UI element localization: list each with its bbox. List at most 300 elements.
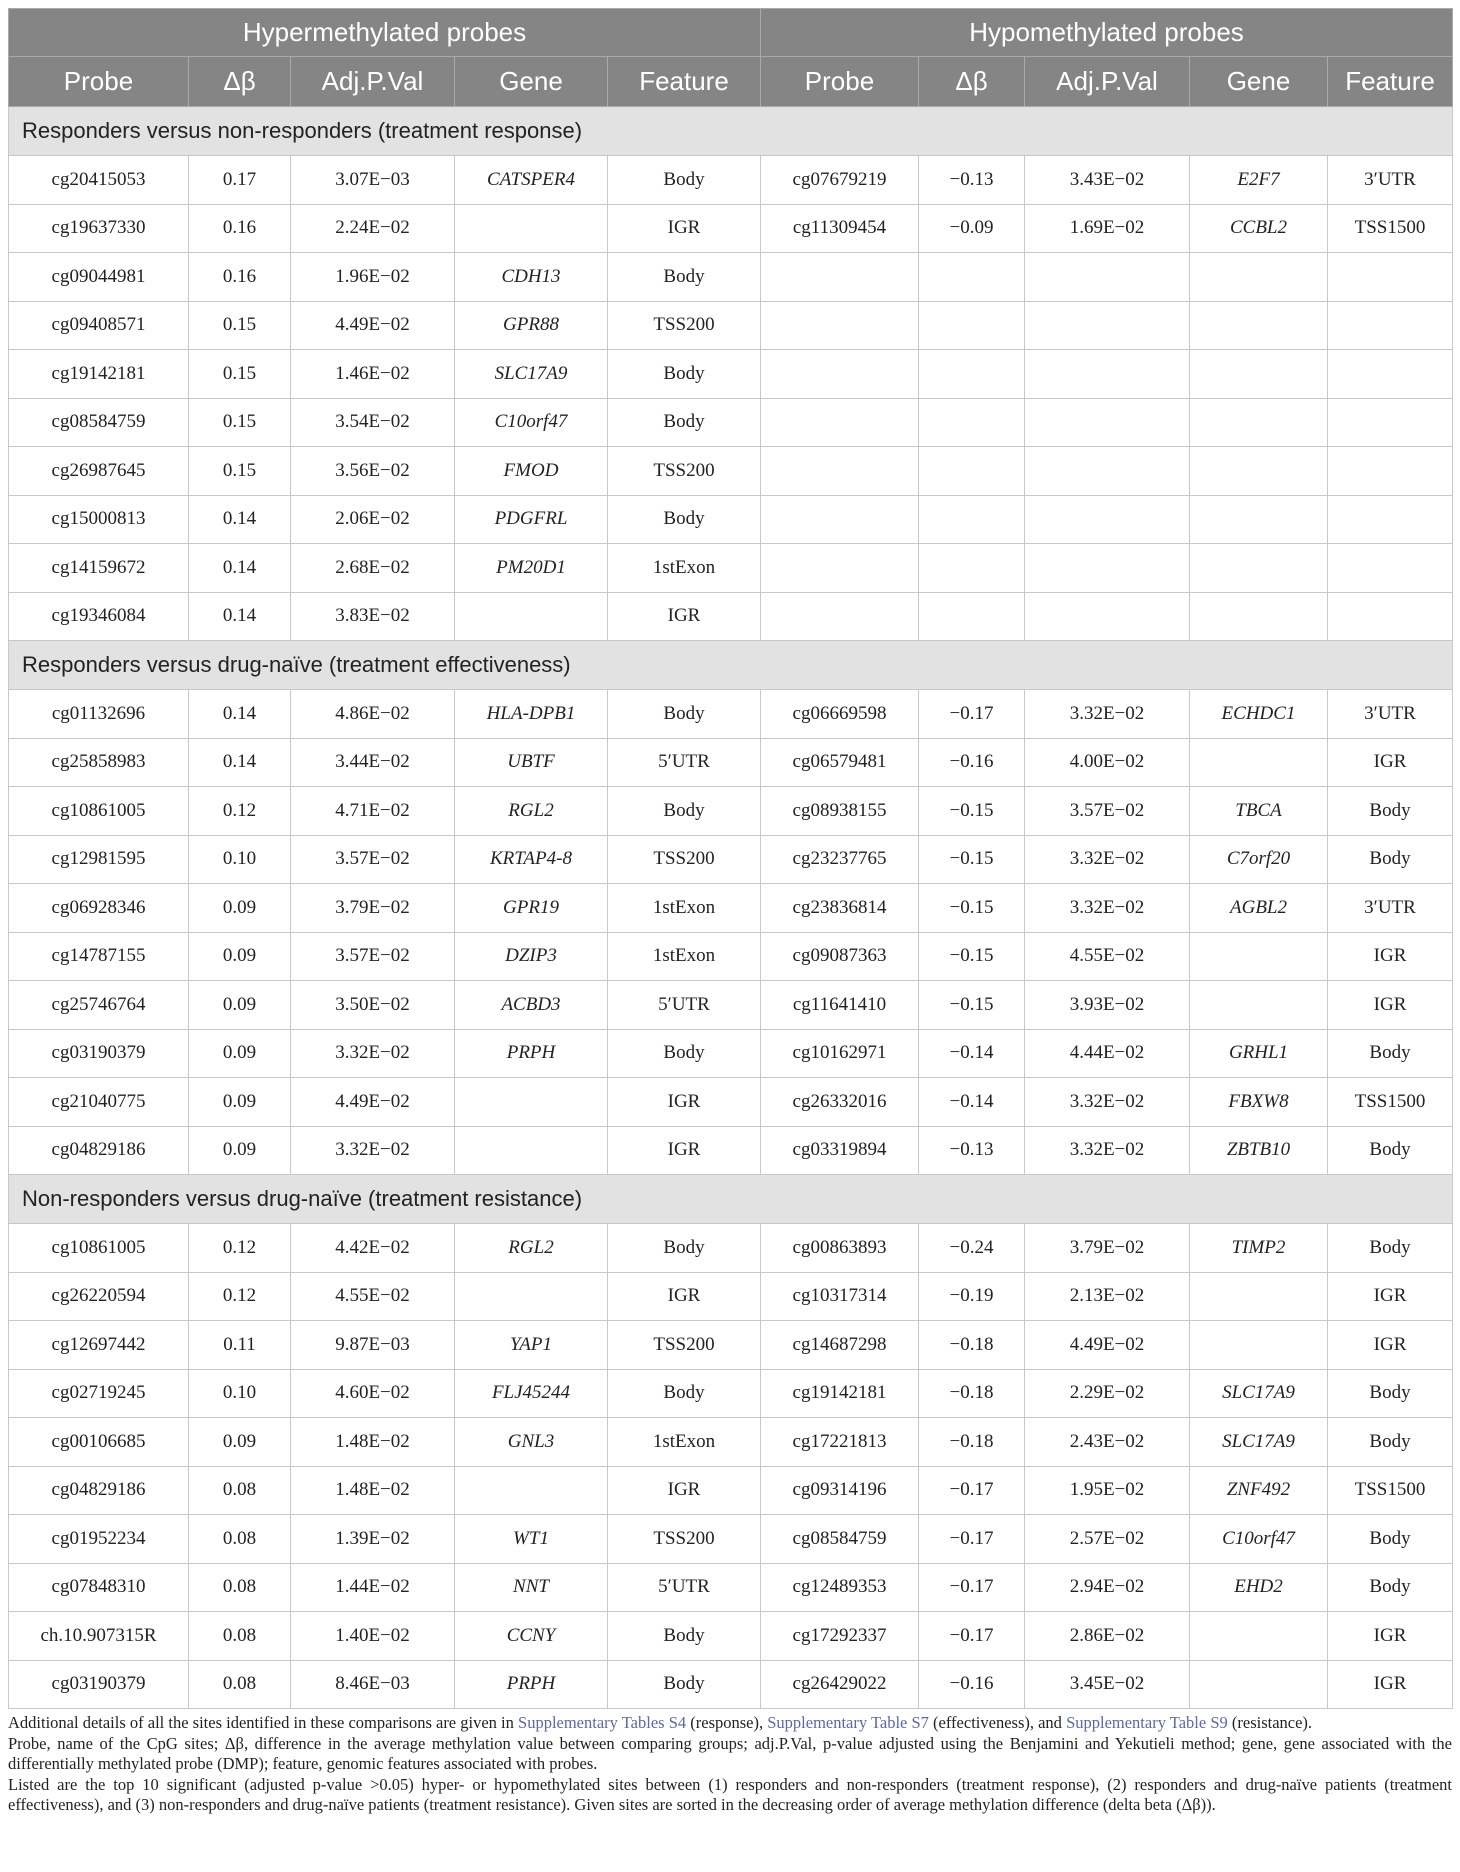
hyper-delta-beta-cell: 0.09 [189,1078,291,1127]
col-header-adj-p-val: Adj.P.Val [291,57,455,107]
col-header-feature: Feature [1328,57,1453,107]
footnote-text: (effectiveness), and [928,1713,1067,1732]
hyper-adj-p-val-cell: 2.68E−02 [291,544,455,593]
hypo-delta-beta-cell [919,592,1025,641]
hypo-delta-beta-cell: −0.18 [919,1418,1025,1467]
hyper-gene-cell: WT1 [455,1515,608,1564]
hypo-probe-cell: cg07679219 [761,156,919,205]
hyper-gene-cell: UBTF [455,738,608,787]
hyper-probe-cell: cg01952234 [9,1515,189,1564]
footnote-additional [8,1713,1452,1734]
hyper-delta-beta-cell: 0.16 [189,204,291,253]
hyper-probe-cell: cg19142181 [9,350,189,399]
hyper-gene-cell [455,1126,608,1175]
hyper-gene-cell: NNT [455,1563,608,1612]
hypo-adj-p-val-cell: 3.45E−02 [1025,1660,1190,1709]
hyper-probe-cell: cg00106685 [9,1418,189,1467]
hyper-feature-cell: IGR [608,592,761,641]
hypo-feature-cell: TSS1500 [1328,1078,1453,1127]
hypo-probe-cell: cg17221813 [761,1418,919,1467]
hyper-adj-p-val-cell: 3.44E−02 [291,738,455,787]
hyper-adj-p-val-cell: 4.86E−02 [291,690,455,739]
hyper-delta-beta-cell: 0.09 [189,884,291,933]
hyper-delta-beta-cell: 0.09 [189,1418,291,1467]
hypo-gene-cell: EHD2 [1190,1563,1328,1612]
hyper-feature-cell: 1stExon [608,884,761,933]
hypo-gene-cell [1190,932,1328,981]
hypo-delta-beta-cell [919,253,1025,302]
table-row [9,787,1453,836]
hyper-gene-cell: RGL2 [455,1224,608,1273]
table-row [9,1272,1453,1321]
supplementary-table-s4-link[interactable]: Supplementary Tables S4 [518,1713,687,1732]
hypo-feature-cell: IGR [1328,738,1453,787]
hyper-delta-beta-cell: 0.11 [189,1321,291,1370]
hypo-gene-cell [1190,398,1328,447]
footnote-text: (resistance). [1227,1713,1313,1732]
table-row [9,1126,1453,1175]
hypo-probe-cell [761,447,919,496]
hyper-gene-cell: PRPH [455,1029,608,1078]
hypo-feature-cell: Body [1328,1224,1453,1273]
hypo-probe-cell: cg17292337 [761,1612,919,1661]
hypo-feature-cell: Body [1328,787,1453,836]
hypo-gene-cell [1190,1321,1328,1370]
hypo-delta-beta-cell [919,398,1025,447]
hyper-feature-cell: TSS200 [608,1515,761,1564]
hypo-feature-cell [1328,544,1453,593]
hypo-feature-cell [1328,301,1453,350]
hypo-delta-beta-cell: −0.15 [919,884,1025,933]
hypo-probe-cell [761,592,919,641]
hypo-delta-beta-cell: −0.14 [919,1078,1025,1127]
hyper-adj-p-val-cell: 8.46E−03 [291,1660,455,1709]
hypo-feature-cell: 3′UTR [1328,156,1453,205]
column-header-row [9,57,1453,107]
hypo-probe-cell: cg09314196 [761,1466,919,1515]
hypo-adj-p-val-cell: 2.43E−02 [1025,1418,1190,1467]
hyper-probe-cell: cg12981595 [9,835,189,884]
hypo-adj-p-val-cell [1025,253,1190,302]
hypo-feature-cell: 3′UTR [1328,690,1453,739]
hyper-adj-p-val-cell: 4.49E−02 [291,1078,455,1127]
hyper-probe-cell: cg09044981 [9,253,189,302]
hypo-feature-cell: Body [1328,1418,1453,1467]
hyper-feature-cell: Body [608,156,761,205]
hyper-probe-cell: cg10861005 [9,1224,189,1273]
footnote-listed: Listed are the top 10 significant (adjusted p-value >0.05) hyper- or hypomethylated sites between (1) responders and non-responders (treatment response), (2) responders and drug-naïve patients (treatment effectiveness), and (3) non-responders and drug-naïve patients (treatment resistance). Given sites are sorted in the decreasing order of average methylation difference (delta beta (Δβ)). [8,1774,1452,1814]
supplementary-table-s7-link[interactable]: Supplementary Table S7 [767,1713,929,1732]
hyper-feature-cell: 1stExon [608,544,761,593]
hyper-feature-cell: 5′UTR [608,738,761,787]
hyper-gene-cell: HLA-DPB1 [455,690,608,739]
hyper-adj-p-val-cell: 3.79E−02 [291,884,455,933]
hypo-delta-beta-cell: −0.18 [919,1321,1025,1370]
hypo-gene-cell: TIMP2 [1190,1224,1328,1273]
hyper-probe-cell: cg01132696 [9,690,189,739]
table-row [9,1029,1453,1078]
col-header-gene: Gene [455,57,608,107]
hyper-feature-cell: 1stExon [608,932,761,981]
hypo-delta-beta-cell: −0.18 [919,1369,1025,1418]
hyper-adj-p-val-cell: 1.48E−02 [291,1418,455,1467]
hyper-adj-p-val-cell: 3.56E−02 [291,447,455,496]
hyper-adj-p-val-cell: 2.24E−02 [291,204,455,253]
hypo-gene-cell [1190,253,1328,302]
hyper-adj-p-val-cell: 1.96E−02 [291,253,455,302]
hyper-delta-beta-cell: 0.15 [189,398,291,447]
hypo-gene-cell: C7orf20 [1190,835,1328,884]
hypo-adj-p-val-cell: 1.69E−02 [1025,204,1190,253]
hyper-feature-cell: 5′UTR [608,1563,761,1612]
hypo-delta-beta-cell [919,350,1025,399]
hypo-feature-cell: IGR [1328,1660,1453,1709]
table-row [9,738,1453,787]
hypo-feature-cell [1328,253,1453,302]
hyper-probe-cell: cg19637330 [9,204,189,253]
col-header-delta-beta: Δβ [919,57,1025,107]
table-row [9,350,1453,399]
hypo-gene-cell [1190,1272,1328,1321]
hypo-probe-cell: cg06579481 [761,738,919,787]
hypo-probe-cell: cg08584759 [761,1515,919,1564]
col-header-adj-p-val: Adj.P.Val [1025,57,1190,107]
hypo-adj-p-val-cell: 3.32E−02 [1025,835,1190,884]
hyper-probe-cell: ch.10.907315R [9,1612,189,1661]
hyper-probe-cell: cg15000813 [9,495,189,544]
hyper-gene-cell: C10orf47 [455,398,608,447]
hypo-adj-p-val-cell [1025,398,1190,447]
hyper-gene-cell [455,1078,608,1127]
hyper-delta-beta-cell: 0.14 [189,495,291,544]
hypo-probe-cell: cg06669598 [761,690,919,739]
hypo-gene-cell [1190,738,1328,787]
hypo-delta-beta-cell: −0.15 [919,835,1025,884]
table-row [9,690,1453,739]
hyper-adj-p-val-cell: 1.44E−02 [291,1563,455,1612]
hyper-delta-beta-cell: 0.15 [189,350,291,399]
hypo-gene-cell: ZNF492 [1190,1466,1328,1515]
col-header-delta-beta: Δβ [189,57,291,107]
table-row [9,1321,1453,1370]
hypo-delta-beta-cell: −0.17 [919,690,1025,739]
hypo-delta-beta-cell: −0.16 [919,738,1025,787]
hypo-adj-p-val-cell: 2.86E−02 [1025,1612,1190,1661]
hyper-delta-beta-cell: 0.14 [189,738,291,787]
hypo-delta-beta-cell: −0.17 [919,1515,1025,1564]
hyper-gene-cell: GPR19 [455,884,608,933]
hypo-probe-cell: cg26332016 [761,1078,919,1127]
hyper-adj-p-val-cell: 3.57E−02 [291,932,455,981]
hyper-probe-cell: cg04829186 [9,1466,189,1515]
hyper-probe-cell: cg26987645 [9,447,189,496]
hypo-feature-cell: IGR [1328,1612,1453,1661]
hyper-probe-cell: cg14159672 [9,544,189,593]
hypo-delta-beta-cell [919,544,1025,593]
hypo-feature-cell: IGR [1328,1321,1453,1370]
hypo-probe-cell: cg12489353 [761,1563,919,1612]
hypo-adj-p-val-cell: 3.32E−02 [1025,884,1190,933]
hyper-adj-p-val-cell: 1.48E−02 [291,1466,455,1515]
hypo-probe-cell: cg23237765 [761,835,919,884]
hypo-probe-cell: cg10317314 [761,1272,919,1321]
hyper-delta-beta-cell: 0.14 [189,690,291,739]
hyper-probe-cell: cg25746764 [9,981,189,1030]
table-body [9,107,1453,1709]
hyper-adj-p-val-cell: 3.32E−02 [291,1126,455,1175]
table-row [9,204,1453,253]
hypo-gene-cell: E2F7 [1190,156,1328,205]
hypo-gene-cell: TBCA [1190,787,1328,836]
hypo-adj-p-val-cell: 2.94E−02 [1025,1563,1190,1612]
hyper-adj-p-val-cell: 4.60E−02 [291,1369,455,1418]
hypo-adj-p-val-cell: 2.57E−02 [1025,1515,1190,1564]
hyper-delta-beta-cell: 0.12 [189,787,291,836]
hypo-adj-p-val-cell: 2.29E−02 [1025,1369,1190,1418]
hyper-delta-beta-cell: 0.09 [189,981,291,1030]
hypo-adj-p-val-cell: 3.32E−02 [1025,690,1190,739]
hypo-adj-p-val-cell: 4.55E−02 [1025,932,1190,981]
hypo-delta-beta-cell: −0.17 [919,1466,1025,1515]
table-container [8,8,1452,1816]
table-footnotes [8,1713,1452,1816]
hyper-gene-cell: PDGFRL [455,495,608,544]
hyper-gene-cell [455,204,608,253]
hyper-feature-cell: IGR [608,204,761,253]
hyper-adj-p-val-cell: 4.49E−02 [291,301,455,350]
hypo-feature-cell: Body [1328,1029,1453,1078]
hypo-feature-cell [1328,398,1453,447]
hypo-gene-cell: ZBTB10 [1190,1126,1328,1175]
hyper-gene-cell: CDH13 [455,253,608,302]
section-title: Non-responders versus drug-naïve (treatment resistance) [9,1175,1453,1224]
hyper-gene-cell [455,1466,608,1515]
table-row [9,253,1453,302]
hypo-gene-cell [1190,447,1328,496]
hypo-feature-cell [1328,495,1453,544]
hyper-probe-cell: cg21040775 [9,1078,189,1127]
hypo-delta-beta-cell [919,301,1025,350]
hypo-gene-cell [1190,981,1328,1030]
hyper-feature-cell: TSS200 [608,301,761,350]
hypo-group-header: Hypomethylated probes [761,9,1453,57]
hyper-probe-cell: cg26220594 [9,1272,189,1321]
section-title: Responders versus drug-naïve (treatment effectiveness) [9,641,1453,690]
hyper-delta-beta-cell: 0.08 [189,1563,291,1612]
hyper-adj-p-val-cell: 3.57E−02 [291,835,455,884]
hyper-feature-cell: IGR [608,1078,761,1127]
hyper-gene-cell [455,592,608,641]
hyper-probe-cell: cg08584759 [9,398,189,447]
hyper-feature-cell: Body [608,1224,761,1273]
hyper-feature-cell: TSS200 [608,835,761,884]
hyper-adj-p-val-cell: 3.54E−02 [291,398,455,447]
hypo-feature-cell: TSS1500 [1328,204,1453,253]
hypo-probe-cell [761,495,919,544]
hypo-feature-cell: IGR [1328,1272,1453,1321]
hypo-probe-cell: cg19142181 [761,1369,919,1418]
hyper-feature-cell: Body [608,787,761,836]
table-row [9,884,1453,933]
table-row [9,1224,1453,1273]
hypo-adj-p-val-cell: 3.32E−02 [1025,1126,1190,1175]
hypo-adj-p-val-cell: 4.49E−02 [1025,1321,1190,1370]
hypo-adj-p-val-cell [1025,447,1190,496]
hypo-feature-cell: IGR [1328,932,1453,981]
hypo-gene-cell [1190,350,1328,399]
hypo-adj-p-val-cell [1025,592,1190,641]
hypo-feature-cell: Body [1328,1126,1453,1175]
table-row [9,1466,1453,1515]
hyper-delta-beta-cell: 0.17 [189,156,291,205]
col-header-feature: Feature [608,57,761,107]
hyper-probe-cell: cg06928346 [9,884,189,933]
hyper-delta-beta-cell: 0.10 [189,1369,291,1418]
hyper-adj-p-val-cell: 3.07E−03 [291,156,455,205]
hyper-feature-cell: Body [608,1029,761,1078]
hypo-probe-cell [761,350,919,399]
hyper-delta-beta-cell: 0.08 [189,1515,291,1564]
hypo-delta-beta-cell: −0.16 [919,1660,1025,1709]
table-row [9,1369,1453,1418]
table-row [9,1515,1453,1564]
hyper-delta-beta-cell: 0.15 [189,447,291,496]
hyper-gene-cell: CCNY [455,1612,608,1661]
hypo-adj-p-val-cell: 4.00E−02 [1025,738,1190,787]
hyper-probe-cell: cg09408571 [9,301,189,350]
footnote-definitions: Probe, name of the CpG sites; Δβ, difference in the average methylation value between comparing groups; adj.P.Val, p-value adjusted using the Benjamini and Yekutieli method; gene, gene associated with the differentially methylated probe (DMP); feature, genomic features associated with probes. [8,1733,1452,1773]
hypo-probe-cell: cg26429022 [761,1660,919,1709]
hyper-gene-cell: YAP1 [455,1321,608,1370]
hypo-gene-cell [1190,301,1328,350]
hyper-probe-cell: cg12697442 [9,1321,189,1370]
hypo-gene-cell: ECHDC1 [1190,690,1328,739]
hypo-delta-beta-cell: −0.15 [919,932,1025,981]
hyper-probe-cell: cg25858983 [9,738,189,787]
hyper-gene-cell: CATSPER4 [455,156,608,205]
hypo-gene-cell [1190,544,1328,593]
hyper-probe-cell: cg07848310 [9,1563,189,1612]
col-header-probe: Probe [9,57,189,107]
group-header-row [9,9,1453,57]
hypo-probe-cell: cg10162971 [761,1029,919,1078]
hypo-delta-beta-cell: −0.13 [919,156,1025,205]
hypo-feature-cell: 3′UTR [1328,884,1453,933]
methylation-table [8,8,1453,1709]
hypo-delta-beta-cell: −0.09 [919,204,1025,253]
hypo-probe-cell: cg00863893 [761,1224,919,1273]
hypo-feature-cell: Body [1328,1515,1453,1564]
hyper-delta-beta-cell: 0.10 [189,835,291,884]
hypo-probe-cell: cg14687298 [761,1321,919,1370]
hypo-feature-cell: TSS1500 [1328,1466,1453,1515]
hypo-delta-beta-cell: −0.13 [919,1126,1025,1175]
hyper-gene-cell: ACBD3 [455,981,608,1030]
hyper-adj-p-val-cell: 4.55E−02 [291,1272,455,1321]
hyper-feature-cell: Body [608,690,761,739]
hyper-gene-cell: DZIP3 [455,932,608,981]
col-header-probe: Probe [761,57,919,107]
hyper-feature-cell: Body [608,398,761,447]
hypo-probe-cell [761,544,919,593]
hypo-probe-cell [761,398,919,447]
table-row [9,1418,1453,1467]
table-row [9,301,1453,350]
hyper-delta-beta-cell: 0.08 [189,1612,291,1661]
hypo-adj-p-val-cell: 1.95E−02 [1025,1466,1190,1515]
hyper-probe-cell: cg02719245 [9,1369,189,1418]
hypo-delta-beta-cell: −0.19 [919,1272,1025,1321]
hyper-delta-beta-cell: 0.09 [189,1126,291,1175]
hyper-feature-cell: Body [608,495,761,544]
table-row [9,544,1453,593]
table-row [9,592,1453,641]
table-row [9,156,1453,205]
hyper-adj-p-val-cell: 3.83E−02 [291,592,455,641]
hyper-feature-cell: Body [608,1660,761,1709]
col-header-gene: Gene [1190,57,1328,107]
hyper-gene-cell: GNL3 [455,1418,608,1467]
hypo-feature-cell: IGR [1328,981,1453,1030]
hyper-probe-cell: cg20415053 [9,156,189,205]
hypo-probe-cell: cg11309454 [761,204,919,253]
hyper-gene-cell: FLJ45244 [455,1369,608,1418]
hyper-feature-cell: Body [608,1612,761,1661]
section-header-row [9,107,1453,156]
table-row [9,1563,1453,1612]
hypo-adj-p-val-cell: 2.13E−02 [1025,1272,1190,1321]
hyper-delta-beta-cell: 0.12 [189,1224,291,1273]
table-row [9,1612,1453,1661]
hyper-group-header: Hypermethylated probes [9,9,761,57]
hypo-gene-cell: CCBL2 [1190,204,1328,253]
hyper-probe-cell: cg10861005 [9,787,189,836]
hypo-gene-cell [1190,1612,1328,1661]
hyper-feature-cell: TSS200 [608,447,761,496]
hyper-delta-beta-cell: 0.08 [189,1466,291,1515]
hypo-probe-cell: cg08938155 [761,787,919,836]
hyper-delta-beta-cell: 0.14 [189,544,291,593]
hyper-delta-beta-cell: 0.09 [189,932,291,981]
hypo-delta-beta-cell: −0.17 [919,1612,1025,1661]
hyper-gene-cell: PM20D1 [455,544,608,593]
hyper-adj-p-val-cell: 4.42E−02 [291,1224,455,1273]
hypo-probe-cell [761,301,919,350]
hypo-adj-p-val-cell: 3.57E−02 [1025,787,1190,836]
hypo-probe-cell: cg03319894 [761,1126,919,1175]
hypo-gene-cell: SLC17A9 [1190,1418,1328,1467]
hypo-delta-beta-cell [919,495,1025,544]
hyper-feature-cell: IGR [608,1272,761,1321]
table-row [9,495,1453,544]
hyper-delta-beta-cell: 0.12 [189,1272,291,1321]
hyper-probe-cell: cg04829186 [9,1126,189,1175]
supplementary-table-s9-link[interactable]: Supplementary Table S9 [1066,1713,1228,1732]
hypo-gene-cell: GRHL1 [1190,1029,1328,1078]
hyper-delta-beta-cell: 0.09 [189,1029,291,1078]
hypo-gene-cell: SLC17A9 [1190,1369,1328,1418]
hyper-feature-cell: IGR [608,1126,761,1175]
hyper-probe-cell: cg19346084 [9,592,189,641]
hypo-probe-cell: cg11641410 [761,981,919,1030]
hypo-feature-cell: Body [1328,1369,1453,1418]
hyper-gene-cell: FMOD [455,447,608,496]
section-title: Responders versus non-responders (treatment response) [9,107,1453,156]
hypo-probe-cell [761,253,919,302]
hypo-gene-cell: FBXW8 [1190,1078,1328,1127]
footnote-text: (response), [686,1713,768,1732]
hyper-feature-cell: IGR [608,1466,761,1515]
